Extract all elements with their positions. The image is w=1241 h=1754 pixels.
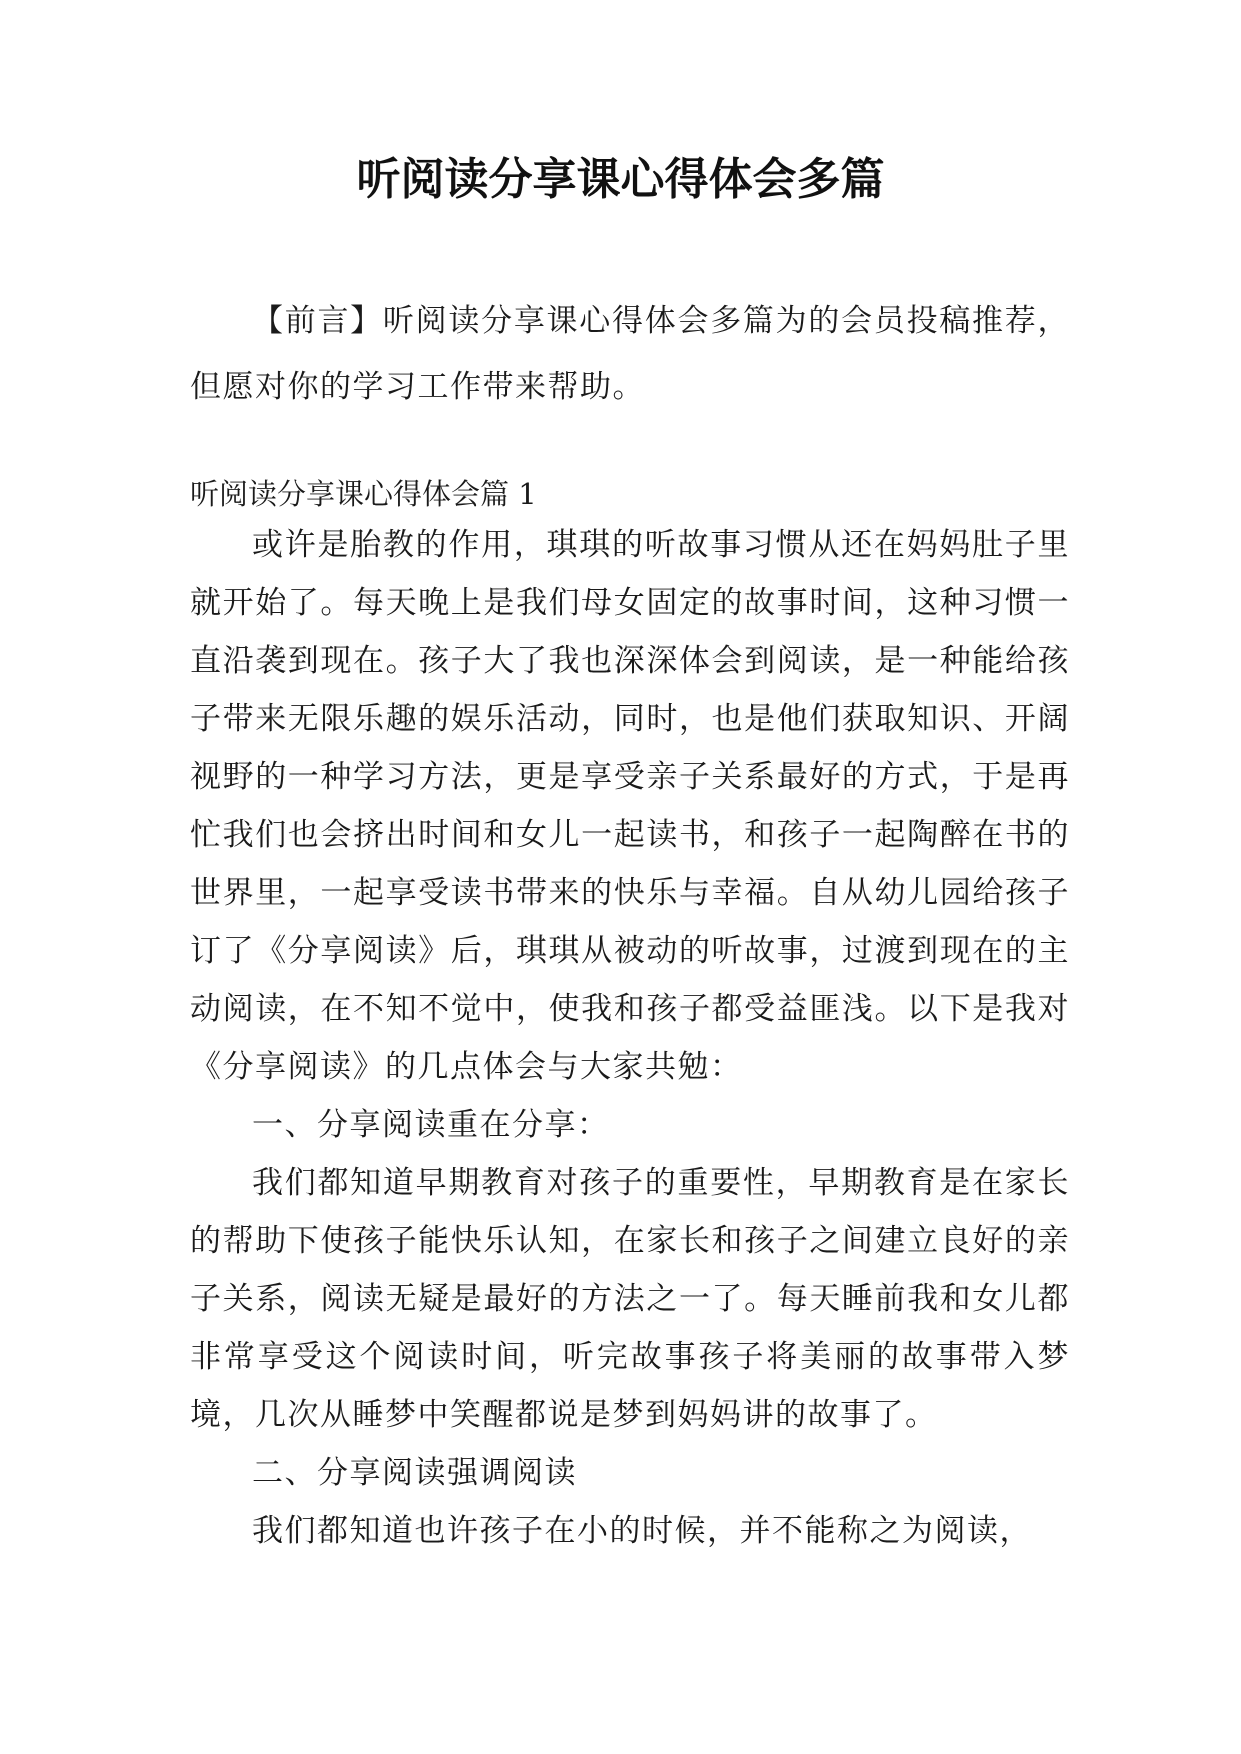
subheading-paragraph: 二、分享阅读强调阅读 bbox=[252, 1455, 577, 1491]
body-paragraph: 或许是胎教的作用，琪琪的听故事习惯从还在妈妈肚子里就开始了。每天晚上是我们母女固定的故事时间，这种习惯一直沿袭到现在。孩子大了我也深深体会到阅读，是一种能给孩子带来无限乐趣的娱乐活动，同时，也是他们获取知识、开阔视野的一种学习方法，更是享受亲子关系最好的方式，于是再忙我们也会挤出时间和女儿一起读书，和孩子一起陶醉在书的世界里，一起享受读书带来的快乐与幸福。自从幼儿园给孩子订了《分享阅读》后，琪琪从被动的听故事，过渡到现在的主动阅读，在不知不觉中，使我和孩子都受益匪浅。以下是我对《分享阅读》的几点体会与大家共勉： bbox=[190, 527, 1070, 1085]
body-paragraph: 我们都知道早期教育对孩子的重要性，早期教育是在家长的帮助下使孩子能快乐认知，在家长和孩子之间建立良好的亲子关系，阅读无疑是最好的方法之一了。每天睡前我和女儿都非常享受这个阅读时间，听完故事孩子将美丽的故事带入梦境，几次从睡梦中笑醒都说是梦到妈妈讲的故事了。 bbox=[190, 1165, 1070, 1433]
section-heading: 听阅读分享课心得体会篇 1 bbox=[190, 477, 537, 511]
document-title: 听阅读分享课心得体会多篇 bbox=[356, 154, 885, 205]
article-body bbox=[190, 516, 1070, 1560]
subheading-paragraph: 一、分享阅读重在分享： bbox=[252, 1107, 610, 1143]
preface-paragraph: 【前言】听阅读分享课心得体会多篇为的会员投稿推荐，但愿对你的学习工作带来帮助。 bbox=[190, 303, 1070, 405]
body-paragraph: 我们都知道也许孩子在小的时候，并不能称之为阅读， bbox=[252, 1513, 1032, 1549]
